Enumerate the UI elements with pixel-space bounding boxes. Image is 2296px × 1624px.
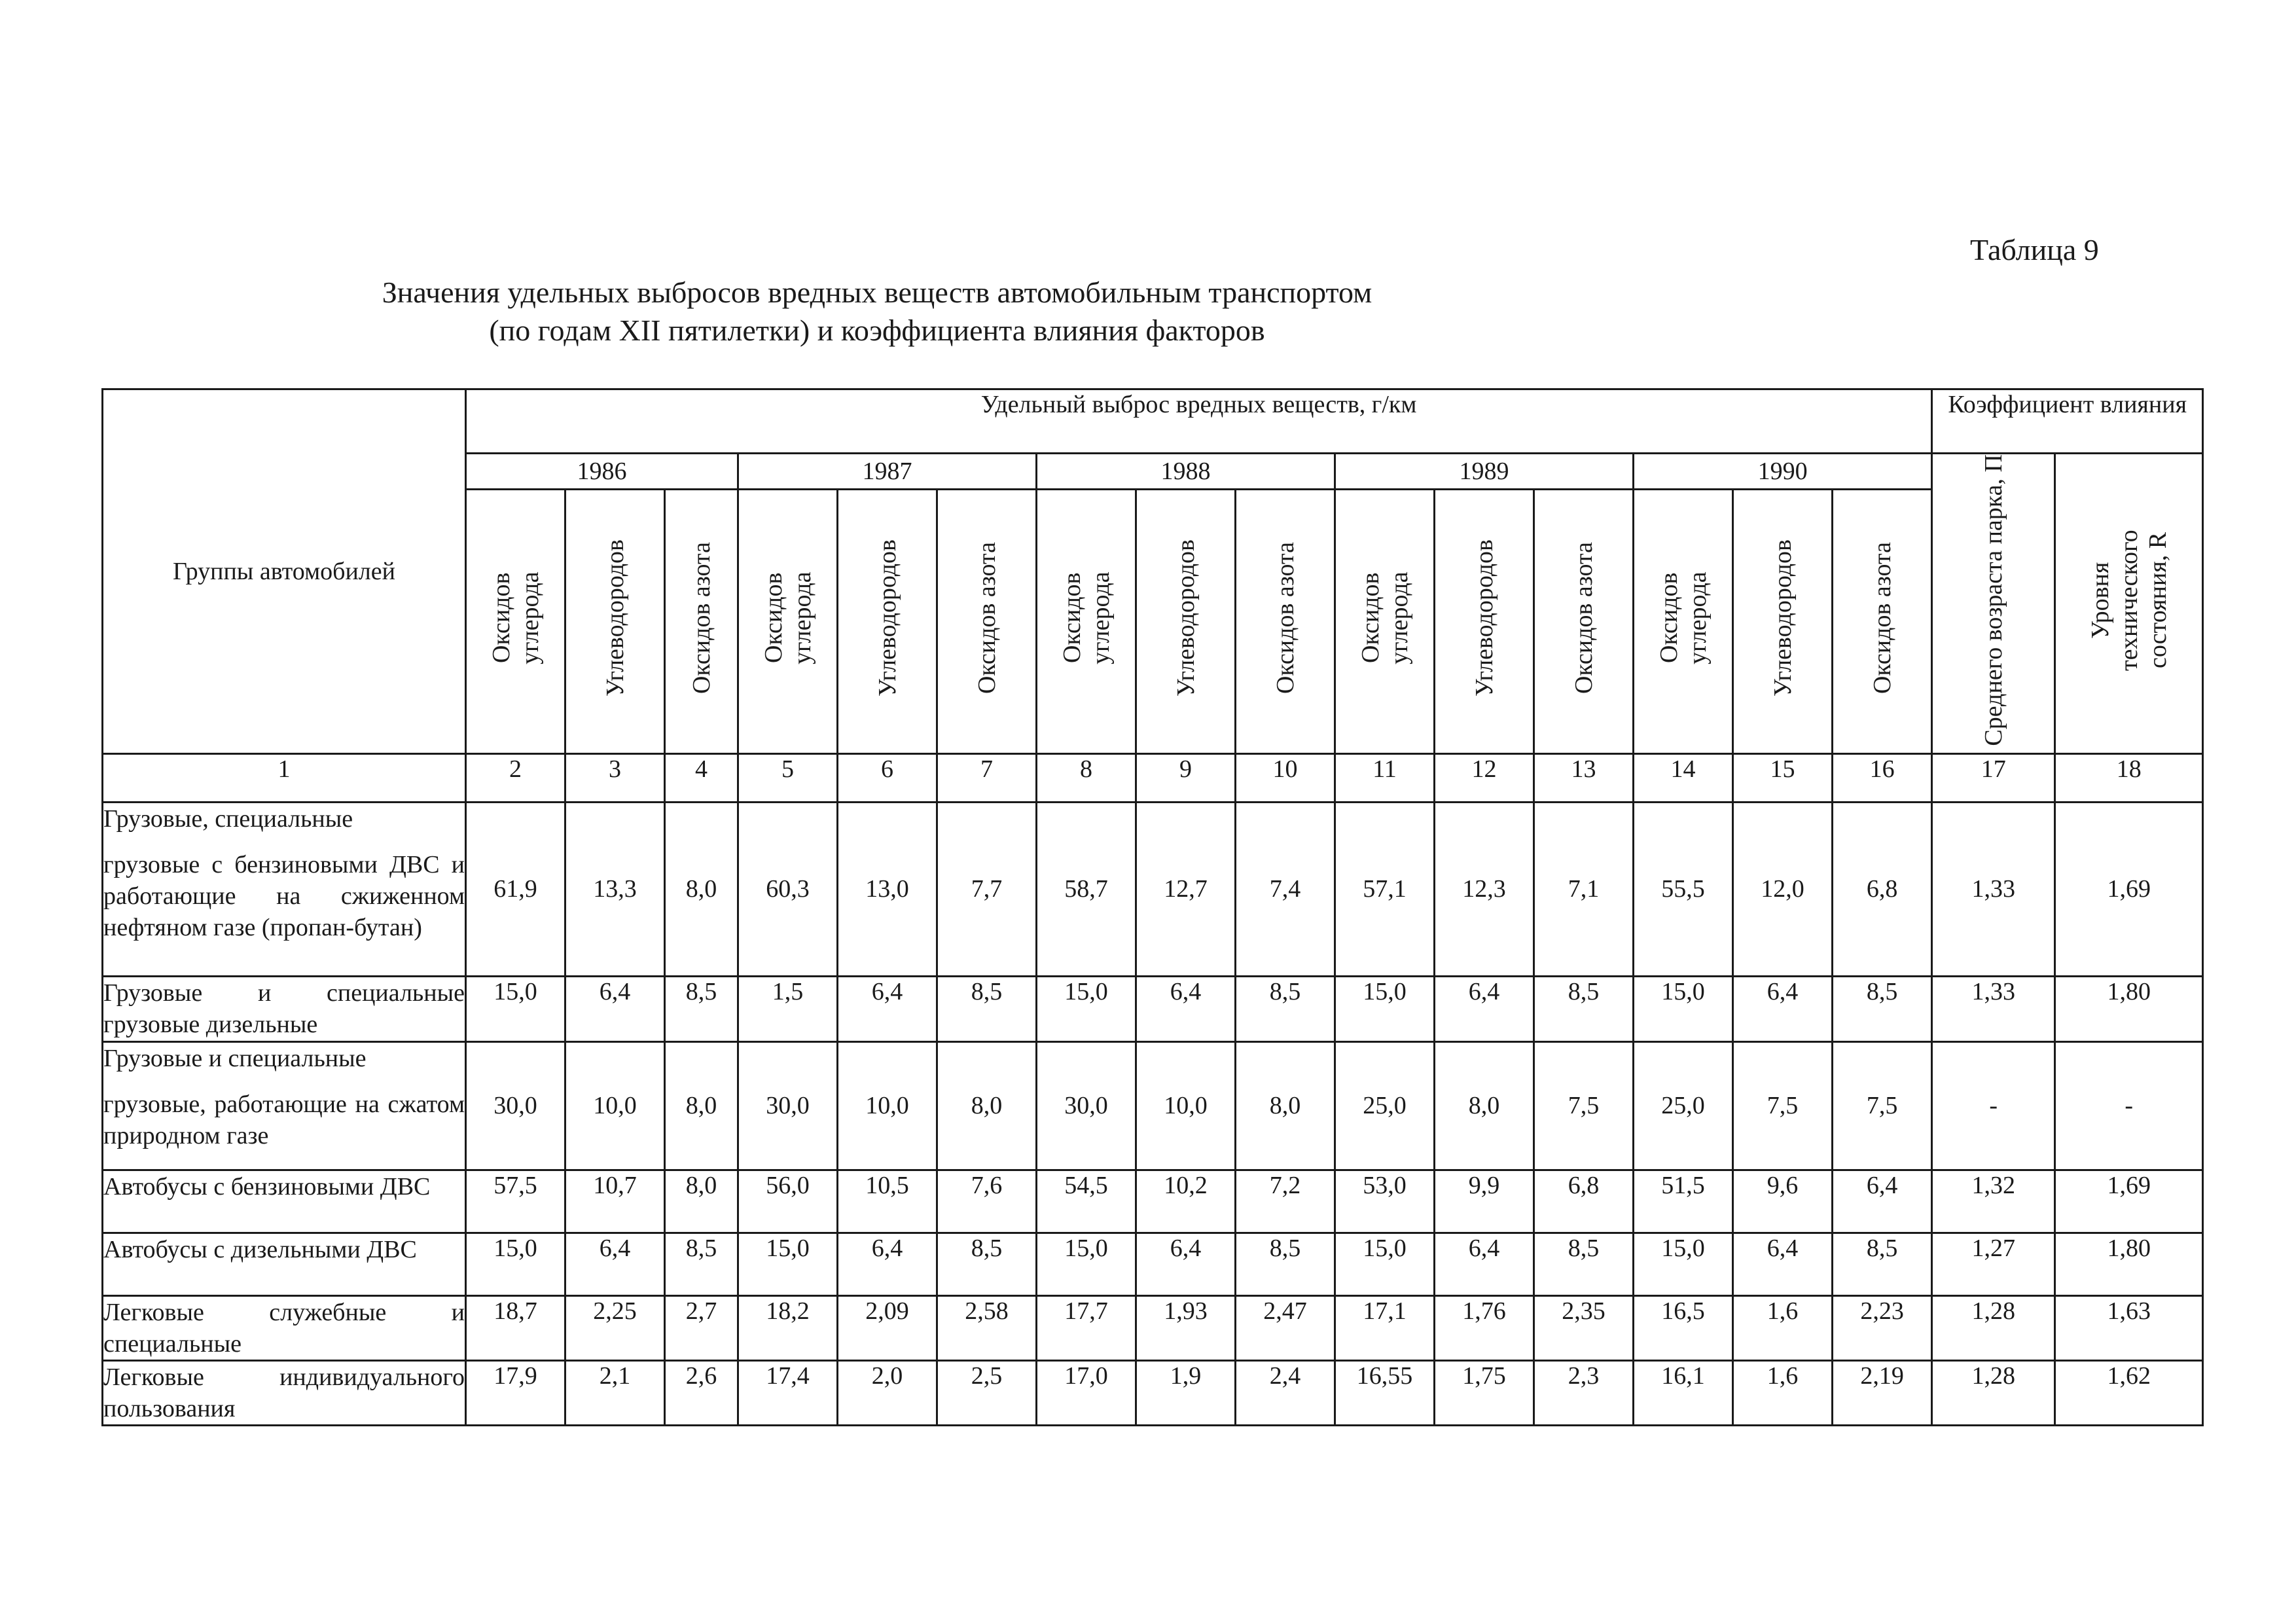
header-nox: Оксидов азота	[1570, 542, 1598, 695]
col-number: 10	[1236, 753, 1335, 802]
value-cell: 1,33	[1932, 976, 2055, 1041]
value-cell: 6,4	[1136, 976, 1236, 1041]
table-body	[103, 802, 2203, 1425]
table-row	[103, 1041, 2203, 1170]
col-number: 12	[1435, 753, 1534, 802]
table-row	[103, 1233, 2203, 1295]
col-number: 14	[1634, 753, 1733, 802]
value-cell: 17,9	[466, 1360, 565, 1425]
header-ch: Углеводородов	[601, 539, 629, 697]
value-cell: 6,8	[1534, 1170, 1634, 1233]
value-cell: 7,5	[1833, 1041, 1932, 1170]
value-cell: 6,4	[565, 976, 665, 1041]
value-cell: 8,5	[1833, 976, 1932, 1041]
value-cell: 2,35	[1534, 1295, 1634, 1360]
value-cell: 2,47	[1236, 1295, 1335, 1360]
value-cell: 55,5	[1634, 802, 1733, 976]
row-label-text: Легковые индивидуального пользования	[103, 1363, 465, 1422]
value-cell: 10,7	[565, 1170, 665, 1233]
header-emission: Удельный выброс вредных веществ, г/км	[466, 389, 1932, 454]
header-nox: Оксидов азота	[973, 542, 1001, 695]
value-cell: 16,5	[1634, 1295, 1733, 1360]
value-cell: 2,5	[937, 1360, 1037, 1425]
value-cell: 10,5	[838, 1170, 937, 1233]
value-cell: 25,0	[1335, 1041, 1435, 1170]
value-cell: 6,4	[838, 1233, 937, 1295]
table-title	[0, 274, 1754, 350]
value-cell: 2,0	[838, 1360, 937, 1425]
value-cell: 10,2	[1136, 1170, 1236, 1233]
value-cell: 15,0	[466, 976, 565, 1041]
value-cell: 15,0	[1037, 1233, 1136, 1295]
value-cell: 54,5	[1037, 1170, 1136, 1233]
col-number: 6	[838, 753, 937, 802]
value-cell: 6,4	[1435, 1233, 1534, 1295]
header-age: Среднего возраста парка, П	[1979, 454, 2007, 746]
value-cell: 8,5	[1236, 1233, 1335, 1295]
header-nox: Оксидов азота	[1868, 542, 1896, 695]
value-cell: 8,5	[1534, 1233, 1634, 1295]
value-cell: 10,0	[838, 1041, 937, 1170]
row-label	[103, 1041, 466, 1170]
value-cell: 13,3	[565, 802, 665, 976]
title-line-1: Значения удельных выбросов вредных веществ автомобильным транспортом	[382, 276, 1372, 309]
row-label	[103, 1295, 466, 1360]
value-cell: 2,09	[838, 1295, 937, 1360]
value-cell: 6,4	[1435, 976, 1534, 1041]
value-cell: 2,4	[1236, 1360, 1335, 1425]
value-cell: 7,2	[1236, 1170, 1335, 1233]
value-cell: 6,4	[1833, 1170, 1932, 1233]
col-number: 2	[466, 753, 565, 802]
table-row	[103, 1360, 2203, 1425]
value-cell: 51,5	[1634, 1170, 1733, 1233]
value-cell: 6,4	[1733, 976, 1833, 1041]
row-label-text: Легковые служебные и специальные	[103, 1298, 465, 1358]
value-cell: 8,0	[1236, 1041, 1335, 1170]
row-label-text: Автобусы с бензиновыми ДВС	[103, 1172, 431, 1200]
value-cell: 2,58	[937, 1295, 1037, 1360]
col-number: 4	[665, 753, 738, 802]
header-year-1986: 1986	[466, 454, 738, 490]
value-cell: 1,5	[738, 976, 838, 1041]
col-number: 5	[738, 753, 838, 802]
value-cell: 16,55	[1335, 1360, 1435, 1425]
header-tech-cell	[2055, 454, 2203, 754]
value-cell: 1,9	[1136, 1360, 1236, 1425]
value-cell: -	[1932, 1041, 2055, 1170]
value-cell: 2,6	[665, 1360, 738, 1425]
header-year-1988: 1988	[1037, 454, 1335, 490]
value-cell: 15,0	[1335, 976, 1435, 1041]
value-cell: 30,0	[738, 1041, 838, 1170]
value-cell: 7,5	[1733, 1041, 1833, 1170]
header-co: Оксидов углерода	[1356, 571, 1413, 665]
value-cell: 8,5	[665, 1233, 738, 1295]
header-nox: Оксидов азота	[1271, 542, 1299, 695]
value-cell: 17,4	[738, 1360, 838, 1425]
value-cell: 18,2	[738, 1295, 838, 1360]
value-cell: 2,19	[1833, 1360, 1932, 1425]
table-row	[103, 802, 2203, 976]
value-cell: 6,8	[1833, 802, 1932, 976]
value-cell: 57,5	[466, 1170, 565, 1233]
title-line-2: (по годам XII пятилетки) и коэффициента влияния факторов	[489, 314, 1265, 347]
row-label-first-line: Грузовые, специальные	[103, 804, 353, 833]
value-cell: -	[2055, 1041, 2203, 1170]
value-cell: 6,4	[838, 976, 937, 1041]
column-number-row	[103, 753, 2203, 802]
value-cell: 7,1	[1534, 802, 1634, 976]
value-cell: 8,0	[665, 1170, 738, 1233]
value-cell: 61,9	[466, 802, 565, 976]
value-cell: 8,5	[1534, 976, 1634, 1041]
emissions-table	[101, 388, 2204, 1426]
value-cell: 30,0	[1037, 1041, 1136, 1170]
row-label	[103, 1360, 466, 1425]
value-cell: 8,0	[937, 1041, 1037, 1170]
value-cell: 1,75	[1435, 1360, 1534, 1425]
value-cell: 8,5	[1833, 1233, 1932, 1295]
value-cell: 1,69	[2055, 1170, 2203, 1233]
header-co: Оксидов углерода	[1058, 571, 1115, 665]
value-cell: 58,7	[1037, 802, 1136, 976]
value-cell: 13,0	[838, 802, 937, 976]
value-cell: 57,1	[1335, 802, 1435, 976]
value-cell: 56,0	[738, 1170, 838, 1233]
header-ch: Углеводородов	[1172, 539, 1200, 697]
value-cell: 2,23	[1833, 1295, 1932, 1360]
value-cell: 25,0	[1634, 1041, 1733, 1170]
col-number: 18	[2055, 753, 2203, 802]
value-cell: 7,4	[1236, 802, 1335, 976]
row-label-text: Грузовые и специальные грузовые дизельные	[103, 979, 465, 1038]
col-number: 13	[1534, 753, 1634, 802]
value-cell: 8,0	[665, 1041, 738, 1170]
value-cell: 10,0	[565, 1041, 665, 1170]
value-cell: 15,0	[1634, 976, 1733, 1041]
value-cell: 1,93	[1136, 1295, 1236, 1360]
header-year-1987: 1987	[738, 454, 1037, 490]
value-cell: 15,0	[466, 1233, 565, 1295]
col-number: 1	[103, 753, 466, 802]
value-cell: 1,80	[2055, 1233, 2203, 1295]
table-row	[103, 1295, 2203, 1360]
value-cell: 15,0	[1634, 1233, 1733, 1295]
value-cell: 8,5	[937, 1233, 1037, 1295]
table-number: Таблица 9	[1970, 233, 2099, 266]
value-cell: 7,5	[1534, 1041, 1634, 1170]
value-cell: 1,28	[1932, 1295, 2055, 1360]
value-cell: 8,5	[665, 976, 738, 1041]
value-cell: 8,0	[1435, 1041, 1534, 1170]
value-cell: 2,1	[565, 1360, 665, 1425]
value-cell: 60,3	[738, 802, 838, 976]
col-number: 8	[1037, 753, 1136, 802]
value-cell: 1,6	[1733, 1360, 1833, 1425]
header-co: Оксидов углерода	[487, 571, 544, 665]
row-label	[103, 1233, 466, 1295]
value-cell: 53,0	[1335, 1170, 1435, 1233]
value-cell: 7,6	[937, 1170, 1037, 1233]
row-label	[103, 976, 466, 1041]
col-number: 11	[1335, 753, 1435, 802]
row-label-text: Автобусы с дизельными ДВС	[103, 1235, 417, 1263]
value-cell: 1,27	[1932, 1233, 2055, 1295]
value-cell: 17,0	[1037, 1360, 1136, 1425]
col-number: 3	[565, 753, 665, 802]
value-cell: 15,0	[738, 1233, 838, 1295]
value-cell: 1,80	[2055, 976, 2203, 1041]
row-label	[103, 1170, 466, 1233]
value-cell: 6,4	[1733, 1233, 1833, 1295]
table-row	[103, 1170, 2203, 1233]
value-cell: 8,5	[937, 976, 1037, 1041]
value-cell: 12,3	[1435, 802, 1534, 976]
value-cell: 1,32	[1932, 1170, 2055, 1233]
value-cell: 9,6	[1733, 1170, 1833, 1233]
table-row	[103, 976, 2203, 1041]
col-number: 16	[1833, 753, 1932, 802]
value-cell: 6,4	[565, 1233, 665, 1295]
row-label-text: грузовые с бензиновыми ДВС и работающие на сжиженном нефтяном газе (пропан-бутан)	[103, 850, 465, 941]
col-number: 9	[1136, 753, 1236, 802]
value-cell: 17,1	[1335, 1295, 1435, 1360]
value-cell: 1,76	[1435, 1295, 1534, 1360]
value-cell: 30,0	[466, 1041, 565, 1170]
value-cell: 1,33	[1932, 802, 2055, 976]
value-cell: 12,0	[1733, 802, 1833, 976]
value-cell: 9,9	[1435, 1170, 1534, 1233]
row-label-first-line: Грузовые и специальные	[103, 1044, 367, 1072]
value-cell: 10,0	[1136, 1041, 1236, 1170]
value-cell: 6,4	[1136, 1233, 1236, 1295]
value-cell: 1,6	[1733, 1295, 1833, 1360]
header-nox: Оксидов азота	[687, 542, 715, 695]
header-coef: Коэффициент влияния	[1932, 389, 2203, 454]
header-tech: Уровня технического состояния, R	[2086, 530, 2172, 671]
value-cell: 7,7	[937, 802, 1037, 976]
value-cell: 2,7	[665, 1295, 738, 1360]
value-cell: 15,0	[1037, 976, 1136, 1041]
value-cell: 18,7	[466, 1295, 565, 1360]
col-number: 17	[1932, 753, 2055, 802]
value-cell: 2,25	[565, 1295, 665, 1360]
value-cell: 8,5	[1236, 976, 1335, 1041]
value-cell: 8,0	[665, 802, 738, 976]
value-cell: 1,63	[2055, 1295, 2203, 1360]
header-age-cell	[1932, 454, 2055, 754]
col-number: 7	[937, 753, 1037, 802]
header-year-1990: 1990	[1634, 454, 1932, 490]
header-groups: Группы автомобилей	[103, 389, 466, 754]
value-cell: 1,62	[2055, 1360, 2203, 1425]
value-cell: 17,7	[1037, 1295, 1136, 1360]
value-cell: 12,7	[1136, 802, 1236, 976]
value-cell: 15,0	[1335, 1233, 1435, 1295]
row-label	[103, 802, 466, 976]
header-year-1989: 1989	[1335, 454, 1634, 490]
value-cell: 2,3	[1534, 1360, 1634, 1425]
header-ch: Углеводородов	[1768, 539, 1797, 697]
col-number: 15	[1733, 753, 1833, 802]
header-ch: Углеводородов	[1470, 539, 1498, 697]
value-cell: 16,1	[1634, 1360, 1733, 1425]
value-cell: 1,69	[2055, 802, 2203, 976]
header-ch: Углеводородов	[873, 539, 901, 697]
header-co: Оксидов углерода	[1655, 571, 1712, 665]
row-label-text: грузовые, работающие на сжатом природном газе	[103, 1090, 465, 1149]
value-cell: 1,28	[1932, 1360, 2055, 1425]
header-co: Оксидов углерода	[759, 571, 816, 665]
